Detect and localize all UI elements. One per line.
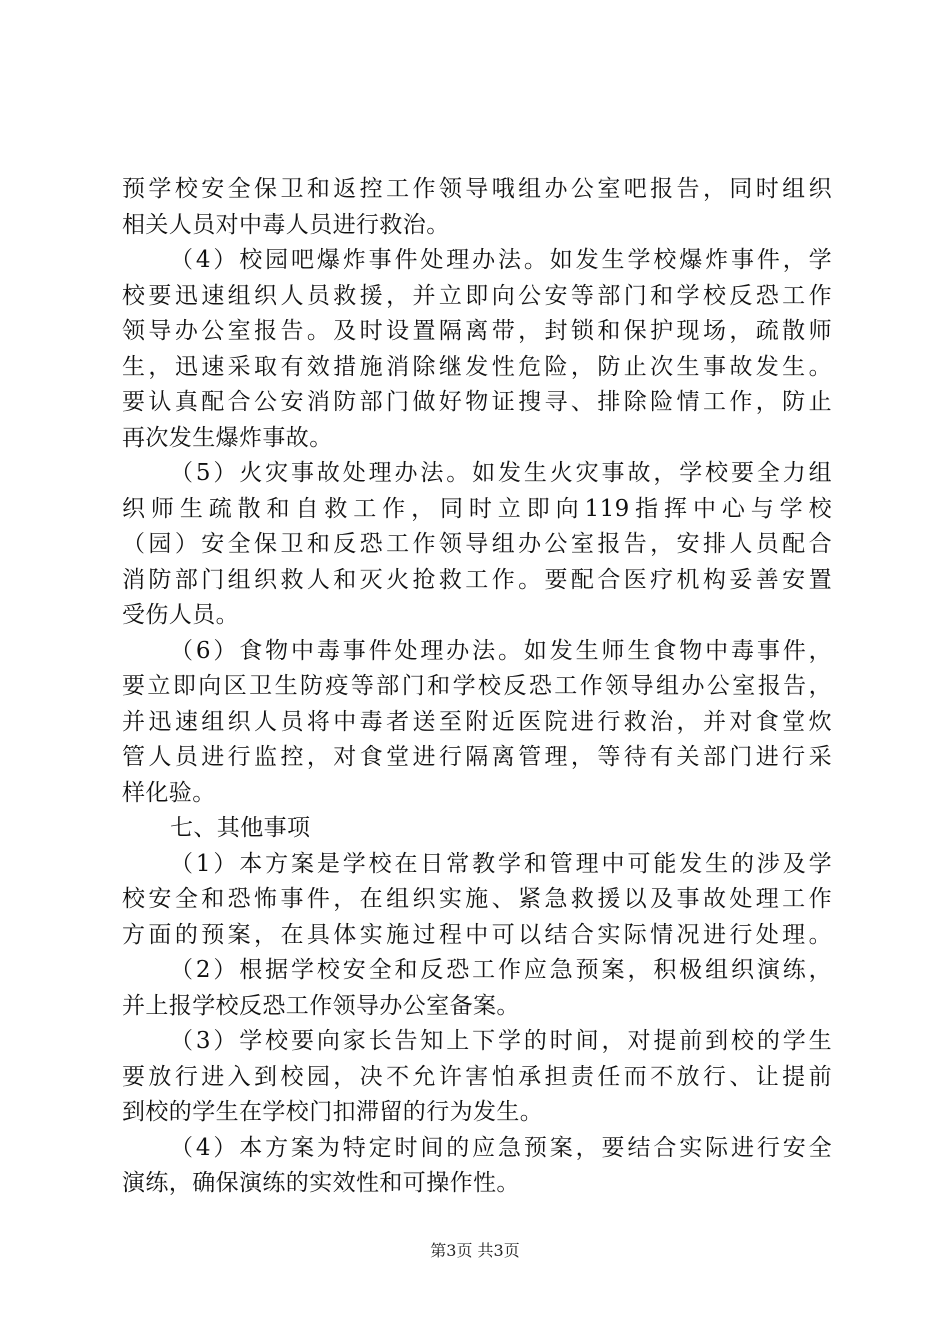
document-body — [122, 172, 832, 1202]
text-line: 织师生疏散和自救工作，同时立即向119指挥中心与学校 — [122, 495, 832, 522]
section-heading: 七、其他事项 — [170, 815, 311, 841]
text-line: 生，迅速采取有效措施消除继发性危险，防止次生事故发生。 — [122, 353, 832, 380]
text-line: 再次发生爆炸事故。 — [122, 424, 333, 451]
text-line: （1）本方案是学校在日常教学和管理中可能发生的涉及学 — [170, 850, 832, 877]
text-line: 到校的学生在学校门扣滞留的行为发生。 — [122, 1099, 544, 1125]
text-line: 样化验。 — [122, 779, 216, 806]
text-line: （4）校园吧爆炸事件处理办法。如发生学校爆炸事件，学 — [170, 247, 832, 273]
text-line: 相关人员对中毒人员进行救治。 — [122, 211, 450, 238]
text-line: 消防部门组织救人和灭火抢救工作。要配合医疗机构妥善安置 — [122, 566, 832, 593]
page-indicator: 第3页 共3页 — [430, 1241, 520, 1260]
text-line: （园）安全保卫和反恐工作领导组办公室报告，安排人员配合 — [122, 531, 832, 557]
text-line: 并上报学校反恐工作领导办公室备案。 — [122, 992, 520, 1019]
text-line: （5）火灾事故处理办法。如发生火灾事故，学校要全力组 — [170, 460, 832, 486]
text-line: 管人员进行监控，对食堂进行隔离管理，等待有关部门进行采 — [122, 744, 832, 770]
text-line: 校安全和恐怖事件，在组织实施、紧急救援以及事故处理工作 — [122, 886, 832, 912]
text-line: 校要迅速组织人员救援，并立即向公安等部门和学校反恐工作 — [122, 282, 832, 309]
text-line: 方面的预案，在具体实施过程中可以结合实际情况进行处理。 — [122, 921, 832, 948]
text-line: 领导办公室报告。及时设置隔离带，封锁和保护现场，疏散师 — [122, 318, 832, 344]
text-line: 演练，确保演练的实效性和可操作性。 — [122, 1170, 520, 1196]
text-line: 要放行进入到校园，决不允许害怕承担责任而不放行、让提前 — [122, 1063, 832, 1090]
text-line: 并迅速组织人员将中毒者送至附近医院进行救治，并对食堂炊 — [122, 708, 832, 735]
text-line: 预学校安全保卫和返控工作领导哦组办公室吧报告，同时组织 — [122, 176, 832, 202]
text-line: 要立即向区卫生防疫等部门和学校反恐工作领导组办公室报告， — [122, 673, 832, 699]
text-line: 受伤人员。 — [122, 602, 239, 628]
text-line: 要认真配合公安消防部门做好物证搜寻、排除险情工作，防止 — [122, 389, 832, 415]
text-line: （3）学校要向家长告知上下学的时间，对提前到校的学生 — [170, 1028, 832, 1054]
text-line: （2）根据学校安全和反恐工作应急预案，积极组织演练， — [170, 957, 832, 983]
text-line: （4）本方案为特定时间的应急预案，要结合实际进行安全 — [170, 1134, 832, 1161]
text-line: （6）食物中毒事件处理办法。如发生师生食物中毒事件， — [170, 637, 832, 664]
